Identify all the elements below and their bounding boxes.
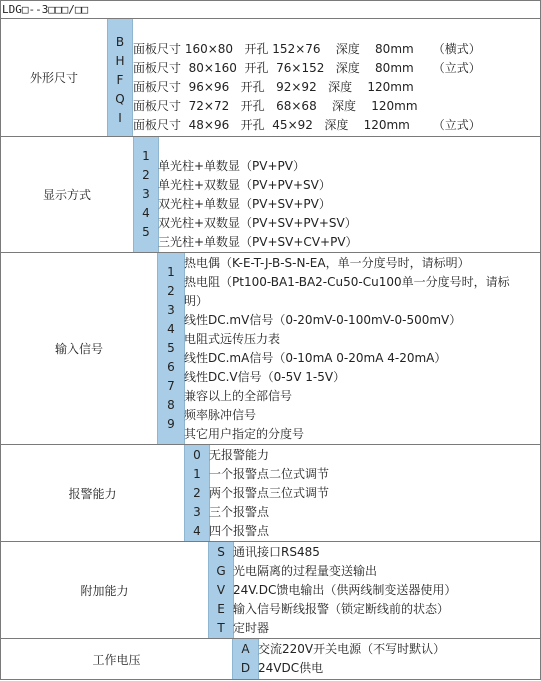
option-text: 三光柱+单数显（PV+SV+CV+PV）	[158, 235, 358, 249]
option-list	[184, 253, 540, 444]
code: 1	[167, 265, 175, 279]
code: 6	[167, 360, 175, 374]
section-label: 附加能力	[80, 583, 129, 598]
model-title: LDG□--3□□□/□□	[0, 0, 541, 19]
section-label: 显示方式	[42, 188, 91, 202]
code: 4	[193, 524, 201, 538]
option-text: 交流220V开关电源（不写时默认）	[258, 642, 446, 656]
section-label: 报警能力	[68, 486, 117, 501]
option-text: 定时器	[233, 621, 270, 635]
code: 1	[142, 149, 150, 163]
code: G	[216, 564, 226, 578]
option-text: 线性DC.V信号（0-5V 1-5V）	[184, 370, 346, 384]
section-label: 工作电压	[92, 652, 141, 667]
code: 0	[193, 448, 201, 462]
code: I	[118, 111, 122, 125]
code: 4	[167, 322, 175, 336]
code: 7	[167, 379, 175, 393]
code: 3	[193, 505, 201, 519]
section-display-mode	[0, 137, 541, 253]
option-list	[209, 445, 540, 541]
code: 5	[142, 225, 150, 239]
option-text: 24VDC供电	[258, 661, 324, 675]
option-text: 面板尺寸 72×72 开孔 68×68 深度 120mm	[133, 99, 418, 113]
option-text: 热电阻（Pt100-BA1-BA2-Cu50-Cu100单一分度号时，请标	[184, 275, 510, 289]
code: S	[217, 545, 225, 559]
option-text: 电阻式远传压力表	[184, 332, 281, 346]
section-additional	[0, 542, 541, 639]
option-text: 24V.DC馈电输出（供两线制变送器使用）	[233, 583, 457, 597]
code: 3	[142, 187, 150, 201]
option-text: 面板尺寸 160×80 开孔 152×76 深度 80mm （横式）	[133, 42, 481, 56]
code-column	[208, 542, 234, 638]
option-text: 两个报警点三位式调节	[209, 486, 330, 500]
code: T	[217, 621, 225, 635]
code-column	[157, 253, 185, 444]
code: 8	[167, 398, 175, 412]
option-text: 线性DC.mA信号（0-10mA 0-20mA 4-20mA）	[184, 351, 447, 365]
code: B	[115, 35, 125, 49]
option-text: 热电偶（K-E-T-J-B-S-N-EA，单一分度号时，请标明）	[184, 256, 470, 270]
code: 2	[142, 168, 150, 182]
code: D	[240, 661, 251, 675]
option-text: 双光柱+双数显（PV+SV+PV+SV）	[158, 216, 357, 230]
option-text: 通讯接口RS485	[233, 545, 320, 559]
code: 2	[193, 486, 201, 500]
option-list	[133, 19, 540, 136]
option-text: 频率脉冲信号	[184, 408, 257, 422]
option-text: 单光柱+单数显（PV+PV）	[158, 159, 306, 173]
option-text: 面板尺寸 80×160 开孔 76×152 深度 80mm （立式）	[133, 61, 481, 75]
code-column	[107, 19, 133, 136]
code-column	[184, 445, 210, 541]
code: 3	[167, 303, 175, 317]
option-text: 双光柱+单数显（PV+SV+PV）	[158, 197, 331, 211]
option-text: 线性DC.mV信号（0-20mV-0-100mV-0-500mV）	[184, 313, 462, 327]
section-label: 输入信号	[54, 342, 103, 356]
section-label: 外形尺寸	[29, 71, 78, 85]
code: 2	[167, 284, 175, 298]
option-text: 单光柱+双数显（PV+PV+SV）	[158, 178, 331, 192]
option-text: 其它用户指定的分度号	[184, 427, 305, 441]
section-dimensions	[0, 19, 541, 137]
code-column	[232, 639, 259, 679]
option-text: 兼容以上的全部信号	[184, 389, 293, 403]
option-text: 光电隔离的过程量变送输出	[233, 564, 378, 578]
option-text: 面板尺寸 96×96 开孔 92×92 深度 120mm	[133, 80, 414, 94]
option-text: 明）	[184, 294, 209, 308]
section-alarm	[0, 445, 541, 542]
option-list	[258, 639, 540, 679]
option-text: 一个报警点二位式调节	[209, 467, 330, 481]
code: A	[241, 642, 250, 656]
code: 4	[142, 206, 150, 220]
code: H	[115, 54, 125, 68]
code: V	[216, 583, 226, 597]
code-column	[133, 137, 159, 252]
code: 9	[167, 417, 175, 431]
option-text: 四个报警点	[209, 524, 270, 538]
option-list	[233, 542, 540, 638]
option-text: 无报警能力	[209, 448, 270, 462]
section-voltage	[0, 639, 541, 680]
option-text: 三个报警点	[209, 505, 270, 519]
option-list	[158, 137, 540, 252]
code: E	[217, 602, 225, 616]
section-input-signal	[0, 253, 541, 445]
code: Q	[115, 92, 125, 106]
code: 1	[193, 467, 201, 481]
code: 5	[167, 341, 175, 355]
code: F	[116, 73, 124, 87]
option-text: 输入信号断线报警（锁定断线前的状态）	[233, 602, 450, 616]
option-text: 面板尺寸 48×96 开孔 45×92 深度 120mm （立式）	[133, 118, 481, 132]
